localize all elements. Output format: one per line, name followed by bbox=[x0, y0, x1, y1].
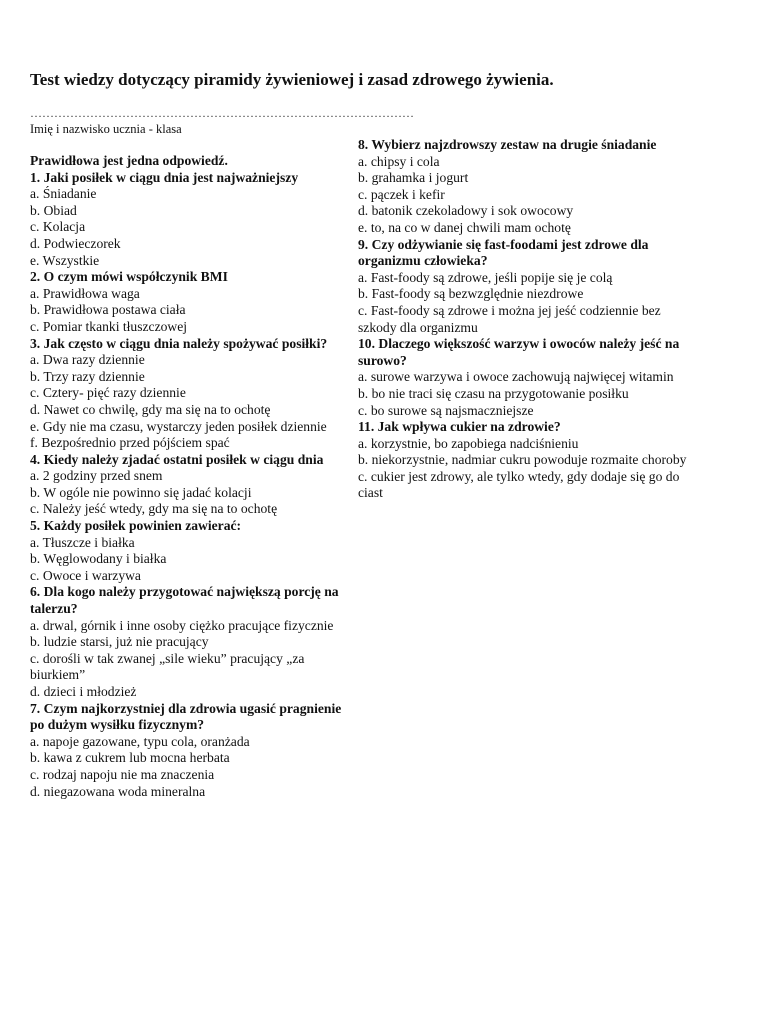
answer-option: c. Owoce i warzywa bbox=[30, 567, 141, 583]
answer-option: c. dorośli w tak zwanej „sile wieku” pracujący „za biurkiem” bbox=[30, 650, 305, 683]
answer-option: b. Obiad bbox=[30, 202, 77, 218]
answer-option: c. Należy jeść wtedy, gdy ma się na to ochotę bbox=[30, 501, 278, 517]
question-block bbox=[30, 518, 350, 584]
question-title: 2. O czym mówi współczynik BMI bbox=[30, 269, 228, 285]
student-name-label: Imię i nazwisko ucznia - klasa bbox=[30, 122, 182, 136]
answer-option: c. rodzaj napoju nie ma znaczenia bbox=[30, 766, 215, 782]
answer-option: b. Trzy razy dziennie bbox=[30, 368, 145, 384]
question-block bbox=[30, 170, 350, 270]
answer-option: e. to, na co w danej chwili mam ochotę bbox=[358, 219, 571, 235]
answer-option: b. Prawidłowa postawa ciała bbox=[30, 302, 186, 318]
answer-option: e. Wszystkie bbox=[30, 252, 100, 268]
answer-option: a. Prawidłowa waga bbox=[30, 285, 140, 301]
left-question-list bbox=[30, 170, 350, 801]
answer-option: b. ludzie starsi, już nie pracujący bbox=[30, 634, 209, 650]
question-block bbox=[358, 419, 693, 502]
question-title: 9. Czy odżywianie się fast-foodami jest zdrowe dla organizmu człowieka? bbox=[358, 236, 649, 269]
answer-option: a. napoje gazowane, typu cola, oranżada bbox=[30, 733, 250, 749]
document-title: Test wiedzy dotyczący piramidy żywieniowej i zasad zdrowego żywienia. bbox=[30, 70, 554, 89]
answer-option: a. Śniadanie bbox=[30, 186, 97, 202]
instructions: Prawidłowa jest jedna odpowiedź. bbox=[30, 153, 228, 168]
answer-option: c. Cztery- pięć razy dziennie bbox=[30, 385, 186, 401]
answer-option: c. pączek i kefir bbox=[358, 186, 445, 202]
answer-option: b. grahamka i jogurt bbox=[358, 170, 469, 186]
question-block bbox=[30, 269, 350, 335]
answer-option: a. Tłuszcze i białka bbox=[30, 534, 135, 550]
answer-option: b. kawa z cukrem lub mocna herbata bbox=[30, 750, 230, 766]
name-fill-line: …………………………………………………………………………………… bbox=[30, 106, 414, 120]
answer-option: b. niekorzystnie, nadmiar cukru powoduje rozmaite choroby bbox=[358, 452, 687, 468]
question-title: 11. Jak wpływa cukier na zdrowie? bbox=[358, 419, 561, 435]
answer-option: d. Podwieczorek bbox=[30, 235, 121, 251]
question-title: 8. Wybierz najzdrowszy zestaw na drugie śniadanie bbox=[358, 137, 657, 152]
question-block bbox=[30, 336, 350, 452]
answer-option: d. Nawet co chwilę, gdy ma się na to ochotę bbox=[30, 401, 271, 417]
answer-option: a. korzystnie, bo zapobiega nadciśnieniu bbox=[358, 435, 579, 451]
answer-option: d. batonik czekoladowy i sok owocowy bbox=[358, 203, 574, 219]
question-title: 10. Dlaczego większość warzyw i owoców należy jeść na surowo? bbox=[358, 336, 680, 368]
question-title: 1. Jaki posiłek w ciągu dnia jest najważniejszy bbox=[30, 169, 299, 185]
answer-option: a. Fast-foody są zdrowe, jeśli popije się je colą bbox=[358, 269, 613, 285]
answer-option: f. Bezpośrednio przed pójściem spać bbox=[30, 435, 230, 451]
question-block bbox=[358, 137, 693, 237]
question-block bbox=[30, 701, 350, 801]
question-title: 7. Czym najkorzystniej dla zdrowia ugasić pragnienie po dużym wysiłku fizycznym? bbox=[30, 700, 342, 733]
left-column bbox=[30, 153, 350, 800]
question-title: 4. Kiedy należy zjadać ostatni posiłek w ciągu dnia bbox=[30, 451, 324, 467]
answer-option: e. Gdy nie ma czasu, wystarczy jeden posiłek dziennie bbox=[30, 418, 327, 434]
question-title: 6. Dla kogo należy przygotować największą porcję na talerzu? bbox=[30, 584, 339, 617]
answer-option: c. Fast-foody są zdrowe i można jej jeść codziennie bez szkody dla organizmu bbox=[358, 302, 661, 335]
answer-option: a. Dwa razy dziennie bbox=[30, 352, 145, 368]
answer-option: b. Węglowodany i białka bbox=[30, 551, 167, 567]
answer-option: c. Kolacja bbox=[30, 219, 86, 235]
question-title: 5. Każdy posiłek powinien zawierać: bbox=[30, 518, 242, 534]
answer-option: a. chipsy i cola bbox=[358, 153, 440, 169]
question-block bbox=[30, 584, 350, 700]
right-column bbox=[358, 137, 693, 502]
answer-option: a. 2 godziny przed snem bbox=[30, 468, 163, 484]
answer-option: b. W ogóle nie powinno się jadać kolacji bbox=[30, 484, 252, 500]
answer-option: c. cukier jest zdrowy, ale tylko wtedy, gdy dodaje się go do ciast bbox=[358, 468, 680, 501]
right-question-list bbox=[358, 137, 693, 502]
answer-option: c. Pomiar tkanki tłuszczowej bbox=[30, 318, 188, 334]
answer-option: d. niegazowana woda mineralna bbox=[30, 783, 206, 799]
answer-option: c. bo surowe są najsmaczniejsze bbox=[358, 402, 534, 418]
answer-option: a. surowe warzywa i owoce zachowują najwięcej witamin bbox=[358, 369, 674, 385]
answer-option: b. Fast-foody są bezwzględnie niezdrowe bbox=[358, 286, 584, 302]
question-title: 3. Jak często w ciągu dnia należy spożywać posiłki? bbox=[30, 335, 328, 351]
question-block bbox=[358, 237, 693, 337]
answer-option: b. bo nie traci się czasu na przygotowanie posiłku bbox=[358, 385, 629, 401]
answer-option: d. dzieci i młodzież bbox=[30, 684, 137, 699]
question-block bbox=[358, 336, 693, 419]
answer-option: a. drwal, górnik i inne osoby ciężko pracujące fizycznie bbox=[30, 617, 334, 633]
question-block bbox=[30, 452, 350, 518]
